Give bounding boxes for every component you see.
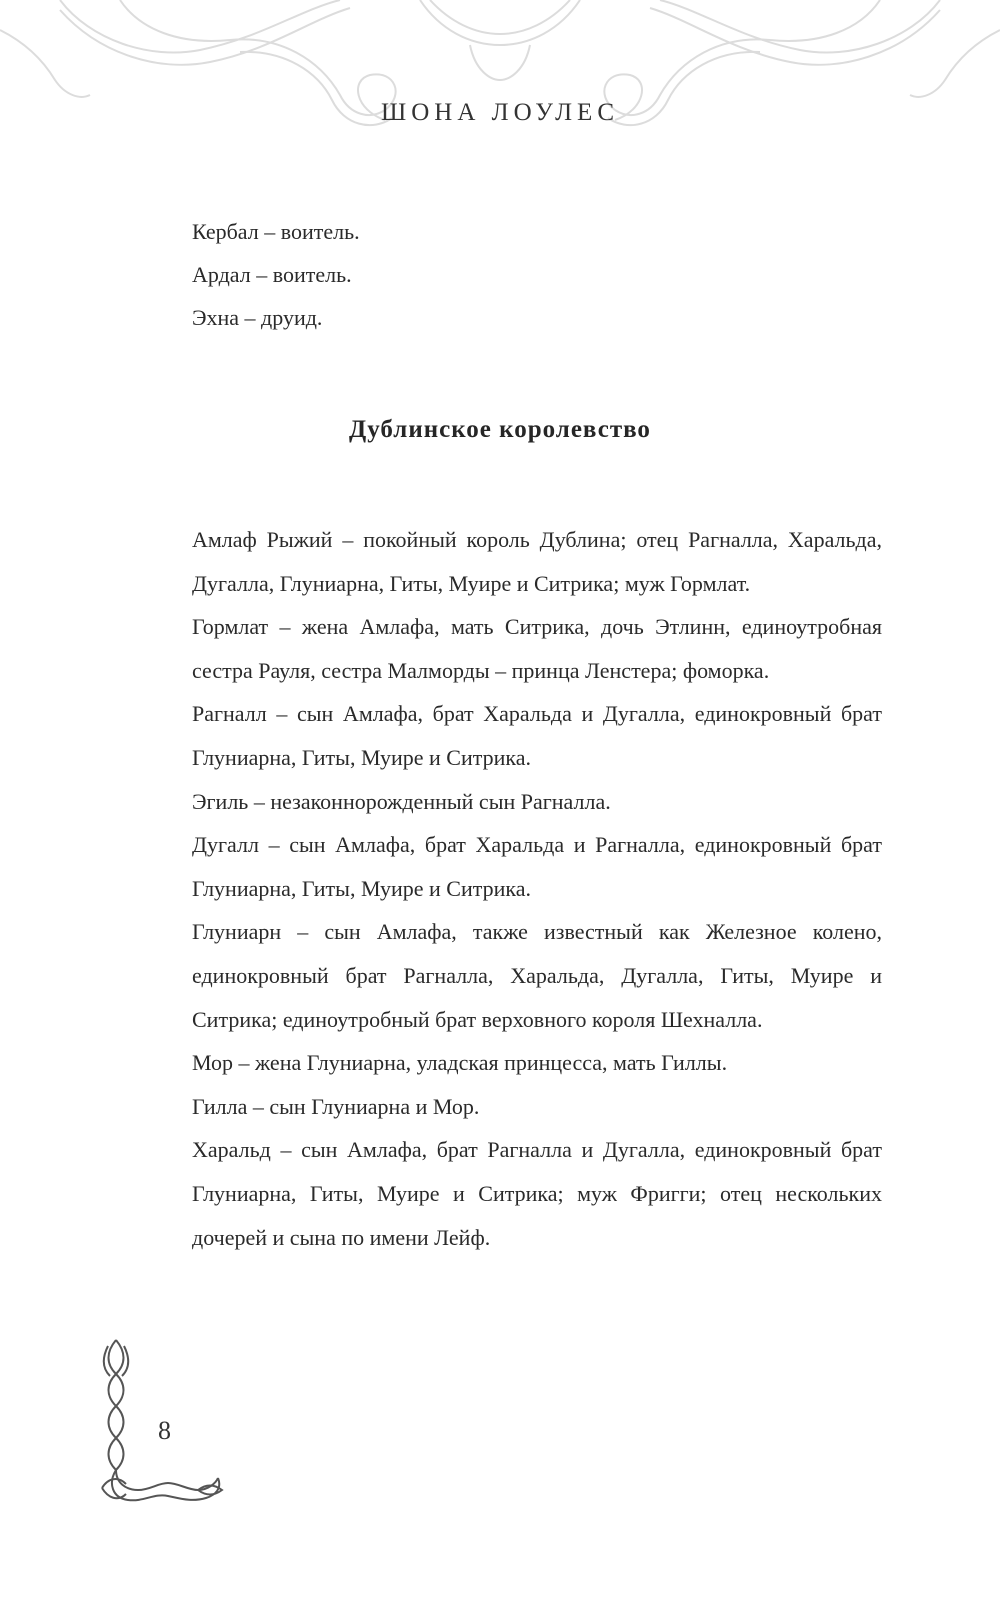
intro-character-list (192, 210, 892, 339)
page-number: 8 (158, 1416, 171, 1445)
list-item: Эгиль – незаконнорожденный сын Рагналла. (192, 788, 611, 814)
list-item: Кербал – воитель. (192, 219, 360, 244)
list-item: Мор – жена Глуниарна, уладская принцесса, мать Гиллы. (192, 1050, 728, 1076)
list-item: Гормлат – жена Амлафа, мать Ситрика, дочь Этлинн, единоутробная сестра Рауля, сестра Малморды – принца Ленстера; фоморка. (192, 614, 882, 683)
list-item: Харальд – сын Амлафа, брат Рагналла и Дугалла, единокровный брат Глуниарна, Гиты, Муире и Ситрика; муж Фригги; отец нескольких дочерей и сына по имени Лейф. (192, 1137, 882, 1250)
list-item: Рагналл – сын Амлафа, брат Харальда и Дугалла, единокровный брат Глуниарна, Гиты, Муире и Ситрика. (192, 701, 882, 770)
list-item: Амлаф Рыжий – покойный король Дублина; отец Рагналла, Харальда, Дугалла, Глуниарна, Гиты, Муире и Ситрика; муж Гормлат. (192, 527, 882, 596)
list-item: Гилла – сын Глуниарна и Мор. (192, 1093, 480, 1119)
list-item: Дугалл – сын Амлафа, брат Харальда и Рагналла, единокровный брат Глуниарна, Гиты, Муире и Ситрика. (192, 832, 882, 901)
section-heading: Дублинское королевство (349, 416, 651, 443)
list-item: Глуниарн – сын Амлафа, также известный как Железное колено, единокровный брат Рагналла, Харальда, Дугалла, Гиты, Муире и Ситрика; единоутробный брат верховного короля Шехналла. (192, 919, 882, 1032)
running-head-author: ШОНА ЛОУЛЕС (380, 99, 620, 126)
character-entries (192, 518, 882, 1259)
list-item: Ардал – воитель. (192, 262, 352, 287)
list-item: Эхна – друид. (192, 305, 323, 330)
